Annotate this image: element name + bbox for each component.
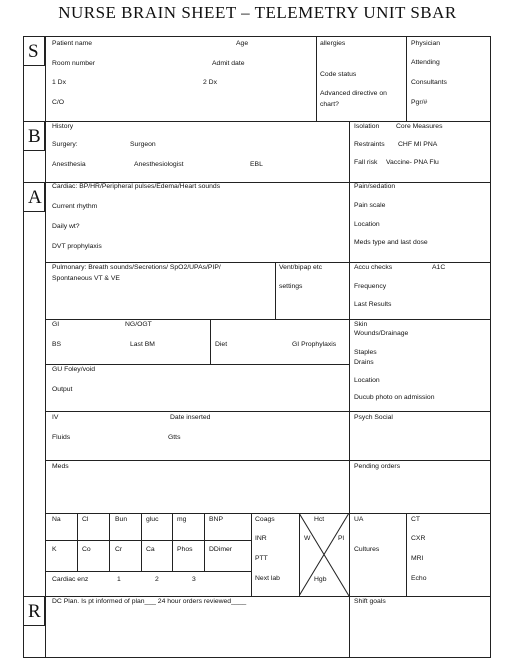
shift-goals-label: Shift goals — [354, 598, 386, 605]
last-results-label: Last Results — [354, 301, 392, 308]
chf-mi-pna-label: CHF MI PNA — [398, 141, 438, 148]
allergies-label: allergies — [320, 40, 346, 47]
anesthesia-label: Anesthesia — [52, 161, 86, 168]
output-label: Output — [52, 386, 73, 393]
co-label: C/O — [52, 99, 65, 106]
lab-bun-label: Bun — [115, 516, 128, 523]
ua-label: UA — [354, 516, 364, 523]
lab-gluc-label: gluc — [146, 516, 159, 523]
next-lab-label: Next lab — [255, 575, 280, 582]
restraints-label: Restraints — [354, 141, 385, 148]
echo-label: Echo — [411, 575, 427, 582]
dc-plan-label: DC Plan. Is pt informed of plan___ 24 hour orders reviewed____ — [52, 598, 247, 605]
ct-label: CT — [411, 516, 421, 523]
dx2-label: 2 Dx — [203, 79, 217, 86]
pl-label: Pl — [338, 535, 345, 542]
lab-bnp-label: BNP — [209, 516, 223, 523]
meds-label: Meds — [52, 463, 69, 470]
gtts-label: Gtts — [168, 434, 181, 441]
drains-label: Drains — [354, 359, 374, 366]
bs-label: BS — [52, 341, 62, 348]
lab-mg-label: mg — [177, 516, 187, 523]
surgeon-label: Surgeon — [130, 141, 156, 148]
skin-location-label: Location — [354, 377, 380, 384]
attending-label: Attending — [411, 59, 440, 66]
ng-ogt-label: NG/OGT — [125, 321, 152, 328]
lab-cr-label: Cr — [115, 546, 123, 553]
pain-sedation-label: Pain/sedation — [354, 183, 396, 190]
advance-directive-label: Advanced directive on — [320, 90, 387, 97]
lab-cl-label: Cl — [82, 516, 89, 523]
admit-date-label: Admit date — [212, 60, 245, 67]
fluids-label: Fluids — [52, 434, 71, 441]
hgb-label: Hgb — [314, 576, 327, 583]
meds-last-dose-label: Meds type and last dose — [354, 239, 428, 246]
pain-scale-label: Pain scale — [354, 202, 386, 209]
code-status-label: Code status — [320, 71, 357, 78]
chart-label: chart? — [320, 101, 339, 108]
cultures-label: Cultures — [354, 546, 380, 553]
current-rhythm-label: Current rhythm — [52, 203, 98, 210]
dvt-label: DVT prophylaxis — [52, 243, 102, 250]
ptt-label: PTT — [255, 555, 268, 562]
daily-wt-label: Daily wt? — [52, 223, 80, 230]
history-label: History — [52, 123, 74, 130]
date-inserted-label: Date inserted — [170, 414, 211, 421]
lab-co-label: Co — [82, 546, 91, 553]
fall-risk-label: Fall risk — [354, 159, 378, 166]
core-measures-label: Core Measures — [396, 123, 443, 130]
section-r-letter: R — [28, 601, 41, 622]
section-s-letter: S — [28, 41, 39, 62]
room-number-label: Room number — [52, 60, 96, 67]
section-b-letter: B — [28, 126, 41, 147]
enz-1-label: 1 — [117, 576, 121, 583]
coags-label: Coags — [255, 516, 275, 523]
skin-label: Skin — [354, 321, 368, 328]
hct-label: Hct — [314, 516, 325, 523]
lab-ca-label: Ca — [146, 546, 155, 553]
psych-social-label: Psych Social — [354, 414, 393, 421]
consultants-label: Consultants — [411, 79, 447, 86]
enz-2-label: 2 — [155, 576, 159, 583]
patient-name-label: Patient name — [52, 40, 93, 47]
accu-checks-label: Accu checks — [354, 264, 393, 271]
iv-label: IV — [52, 414, 59, 421]
lab-ddimer-label: DDimer — [209, 546, 233, 553]
cxr-label: CXR — [411, 535, 426, 542]
cardiac-enz-label: Cardiac enz — [52, 576, 89, 583]
section-a-letter: A — [28, 187, 42, 208]
staples-label: Staples — [354, 349, 377, 356]
sheet-title: NURSE BRAIN SHEET – TELEMETRY UNIT SBAR — [58, 3, 457, 22]
lab-k-label: K — [52, 546, 57, 553]
gu-label: GU Foley/void — [52, 366, 96, 373]
pending-orders-label: Pending orders — [354, 463, 401, 470]
vent-bipap-label: Vent/bipap etc — [279, 264, 323, 271]
ebl-label: EBL — [250, 161, 263, 168]
w-label: W — [304, 535, 311, 542]
anesthesiologist-label: Anesthesiologist — [134, 161, 184, 168]
physician-label: Physician — [411, 40, 441, 47]
diet-label: Diet — [215, 341, 228, 348]
pulmonary-label: Pulmonary: Breath sounds/Secretions/ SpO2/UPAs/PIP/ — [52, 264, 221, 271]
lab-phos-label: Phos — [177, 546, 193, 553]
enz-3-label: 3 — [192, 576, 196, 583]
pgr-label: Pgr/# — [411, 99, 428, 106]
spontaneous-label: Spontaneous VT & VE — [52, 275, 120, 282]
last-bm-label: Last BM — [130, 341, 155, 348]
gi-label: GI — [52, 321, 60, 328]
lab-na-label: Na — [52, 516, 61, 523]
surgery-label: Surgery: — [52, 141, 78, 148]
mri-label: MRI — [411, 555, 424, 562]
pain-location-label: Location — [354, 221, 380, 228]
isolation-label: Isolation — [354, 123, 380, 130]
cardiac-label: Cardiac: BP/HR/Peripheral pulses/Edema/Heart sounds — [52, 183, 221, 190]
ducub-photo-label: Ducub photo on admission — [354, 394, 435, 401]
gi-prophylaxis-label: GI Prophylaxis — [292, 341, 337, 348]
age-label: Age — [236, 40, 249, 47]
settings-label: settings — [279, 283, 303, 290]
inr-label: INR — [255, 535, 267, 542]
wounds-drainage-label: Wounds/Drainage — [354, 330, 409, 337]
dx1-label: 1 Dx — [52, 79, 66, 86]
frequency-label: Frequency — [354, 283, 387, 290]
a1c-label: A1C — [432, 264, 446, 271]
vaccine-label: Vaccine- PNA Flu — [386, 159, 439, 166]
